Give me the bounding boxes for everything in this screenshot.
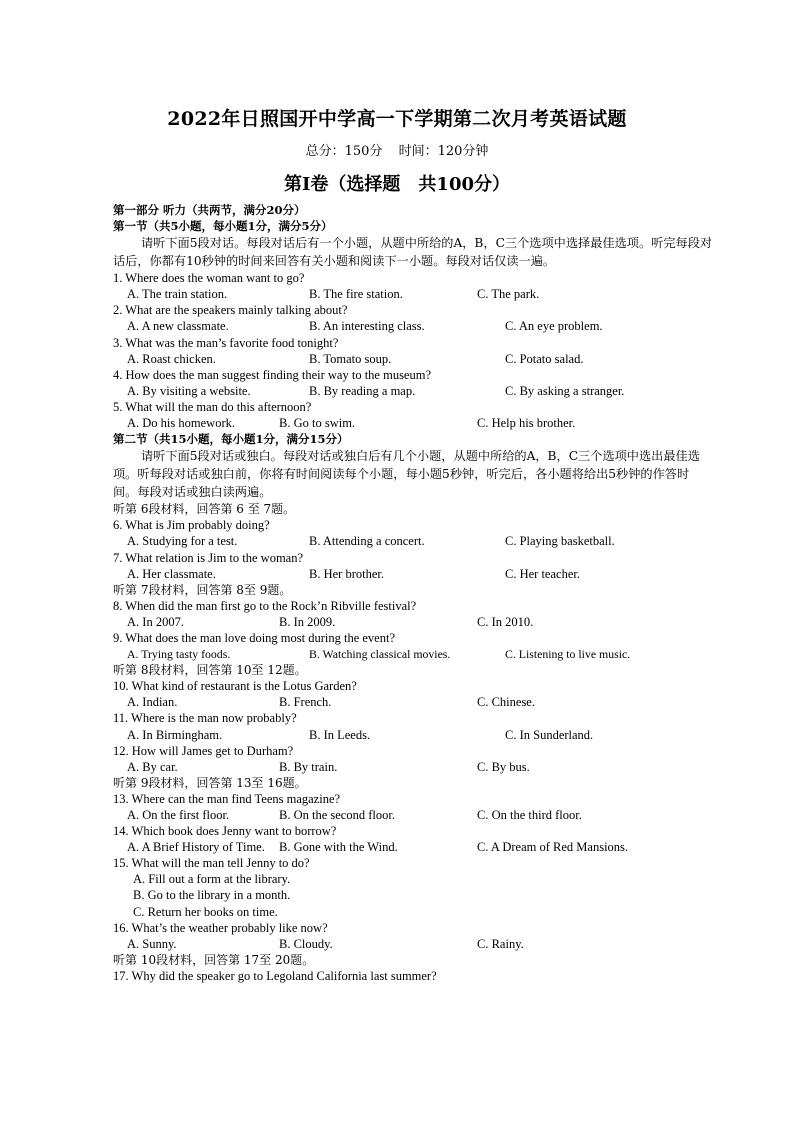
option-c[interactable]: C. Potato salad. <box>505 351 584 366</box>
option-row <box>113 614 713 630</box>
option-b[interactable]: B. On the second floor. <box>279 808 395 822</box>
option-c[interactable]: C. A Dream of Red Mansions. <box>477 840 629 855</box>
question-text: 13. Where can the man find Teens magazine? <box>113 791 341 806</box>
question-text: 10. What kind of restaurant is the Lotus Garden? <box>113 679 357 694</box>
question-text: 8. When did the man first go to the Rock’n Ribville festival? <box>113 598 417 613</box>
option-a[interactable]: A. Fill out a form at the library. <box>133 872 291 887</box>
option-row <box>113 694 713 710</box>
time-limit: 时间：120分钟 <box>398 144 489 159</box>
exam-content <box>113 202 713 984</box>
option-a[interactable]: A. Indian. <box>127 695 178 710</box>
question-text: 5. What will the man do this afternoon? <box>113 399 312 414</box>
volume-heading: 第Ⅰ卷（选择题 共100分） <box>284 174 510 195</box>
question-block <box>113 335 713 367</box>
option-row <box>113 286 713 302</box>
option-row <box>113 759 713 775</box>
option-b[interactable]: B. The fire station. <box>309 287 403 302</box>
option-row <box>113 936 713 952</box>
option-b[interactable]: B. Cloudy. <box>279 936 333 951</box>
option-a[interactable]: A. In Birmingham. <box>127 727 223 742</box>
option-b[interactable]: B. An interesting class. <box>309 319 425 334</box>
option-row <box>113 807 713 823</box>
section2-instructions: 请听下面5段对话或独白。每段对话或独白后有几个小题，从题中所给的A，B，C三个选项中选出最佳选项。听每段对话或独白前，你将有时间阅读每个小题，每小题5秒钟，听完后，各小题将给出5秒钟的作答时间。每段对话或独白读两遍。 <box>113 449 700 500</box>
question-text: 7. What relation is Jim to the woman? <box>113 550 304 565</box>
option-row <box>113 383 713 399</box>
material-note: 听第 6段材料，回答第 6 至 7题。 <box>113 502 296 517</box>
question-text: 9. What does the man love doing most during the event? <box>113 630 396 645</box>
option-c[interactable]: C. Rainy. <box>477 936 524 951</box>
option-c[interactable]: C. An eye problem. <box>505 319 603 334</box>
option-row <box>113 727 713 743</box>
option-a[interactable]: A. By visiting a website. <box>127 383 251 398</box>
option-a[interactable]: A. Her classmate. <box>127 566 216 581</box>
option-row <box>113 533 713 549</box>
option-b[interactable]: B. Tomato soup. <box>309 351 392 366</box>
question-text: 1. Where does the woman want to go? <box>113 271 305 286</box>
option-a[interactable]: A. By car. <box>127 759 178 774</box>
option-b[interactable]: B. Attending a concert. <box>309 534 425 549</box>
option-b[interactable]: B. In Leeds. <box>309 727 371 742</box>
option-c[interactable]: C. Help his brother. <box>477 416 576 431</box>
option-c[interactable]: C. In 2010. <box>477 614 534 629</box>
option-a[interactable]: A. Sunny. <box>127 936 177 951</box>
option-b[interactable]: B. In 2009. <box>279 614 336 629</box>
question-text: 17. Why did the speaker go to Legoland California last summer? <box>113 968 437 983</box>
question-block <box>113 399 713 431</box>
exam-title: 2022年日照国开中学高一下学期第二次月考英语试题 <box>167 108 627 130</box>
option-b[interactable]: B. By reading a map. <box>309 383 416 398</box>
option-c[interactable]: C. The park. <box>477 287 540 302</box>
material-note: 听第 10段材料，回答第 17至 20题。 <box>113 952 315 967</box>
exam-meta <box>0 140 794 159</box>
option-a[interactable]: A. On the first floor. <box>127 808 230 822</box>
question-text: 6. What is Jim probably doing? <box>113 518 270 533</box>
option-row <box>113 646 713 662</box>
question-block <box>113 367 713 399</box>
option-a[interactable]: A. A new classmate. <box>127 319 229 334</box>
section1-heading: 第一节（共5小题，每小题1分，满分5分） <box>113 219 333 234</box>
option-a[interactable]: A. A Brief History of Time. <box>127 840 265 855</box>
option-c[interactable]: C. On the third floor. <box>477 808 582 822</box>
section2-heading: 第二节（共15小题，每小题1分，满分15分） <box>113 432 349 447</box>
option-b[interactable]: B. Go to the library in a month. <box>133 888 291 903</box>
option-a[interactable]: A. In 2007. <box>127 614 184 629</box>
option-row <box>113 318 713 334</box>
option-row <box>113 415 713 431</box>
option-a[interactable]: A. Roast chicken. <box>127 351 216 366</box>
option-b[interactable]: B. Her brother. <box>309 566 384 581</box>
option-a[interactable]: A. The train station. <box>127 287 228 302</box>
option-row <box>113 351 713 367</box>
option-b[interactable]: B. Go to swim. <box>279 416 356 431</box>
section1-instructions: 请听下面5段对话。每段对话后有一个小题，从题中所给的A，B，C三个选项中选择最佳选项。听完每段对话后，你都有10秒钟的时间来回答有关小题和阅读下一小题。每段对话仅读一遍。 <box>113 236 713 269</box>
material-note: 听第 7段材料，回答第 8至 9题。 <box>113 582 292 597</box>
option-c[interactable]: C. Return her books on time. <box>133 904 278 919</box>
option-b[interactable]: B. By train. <box>279 759 338 774</box>
question-block <box>113 302 713 334</box>
option-b[interactable]: B. French. <box>279 695 332 710</box>
question-text: 12. How will James get to Durham? <box>113 743 294 758</box>
question-text: 2. What are the speakers mainly talking about? <box>113 303 348 318</box>
option-c[interactable]: C. Chinese. <box>477 695 535 710</box>
material-note: 听第 9段材料，回答第 13至 16题。 <box>113 775 307 790</box>
question-block <box>113 270 713 302</box>
option-c[interactable]: C. By asking a stranger. <box>505 383 625 398</box>
question-text: 4. How does the man suggest finding their way to the museum? <box>113 367 431 382</box>
option-row <box>113 566 713 582</box>
option-c[interactable]: C. Her teacher. <box>505 566 580 581</box>
option-c[interactable]: C. In Sunderland. <box>505 727 594 742</box>
question-text: 14. Which book does Jenny want to borrow? <box>113 824 337 839</box>
question-text: 16. What’s the weather probably like now? <box>113 920 328 935</box>
material-note: 听第 8段材料，回答第 10至 12题。 <box>113 663 307 678</box>
option-b[interactable]: B. Gone with the Wind. <box>279 840 398 855</box>
option-c[interactable]: C. By bus. <box>477 759 530 774</box>
option-a[interactable]: A. Do his homework. <box>127 416 235 431</box>
option-c[interactable]: C. Playing basketball. <box>505 534 615 549</box>
question-text: 11. Where is the man now probably? <box>113 711 297 726</box>
option-c[interactable]: C. Listening to live music. <box>505 647 631 662</box>
total-score: 总分：150分 <box>305 144 383 159</box>
part1-heading: 第一部分 听力（共两节，满分20分） <box>113 203 306 217</box>
option-a[interactable]: A. Trying tasty foods. <box>127 647 231 662</box>
question-text: 3. What was the man’s favorite food tonight? <box>113 335 339 350</box>
option-row <box>113 839 713 855</box>
option-b[interactable]: B. Watching classical movies. <box>309 647 451 662</box>
question-text: 15. What will the man tell Jenny to do? <box>113 856 310 871</box>
option-a[interactable]: A. Studying for a test. <box>127 534 238 549</box>
